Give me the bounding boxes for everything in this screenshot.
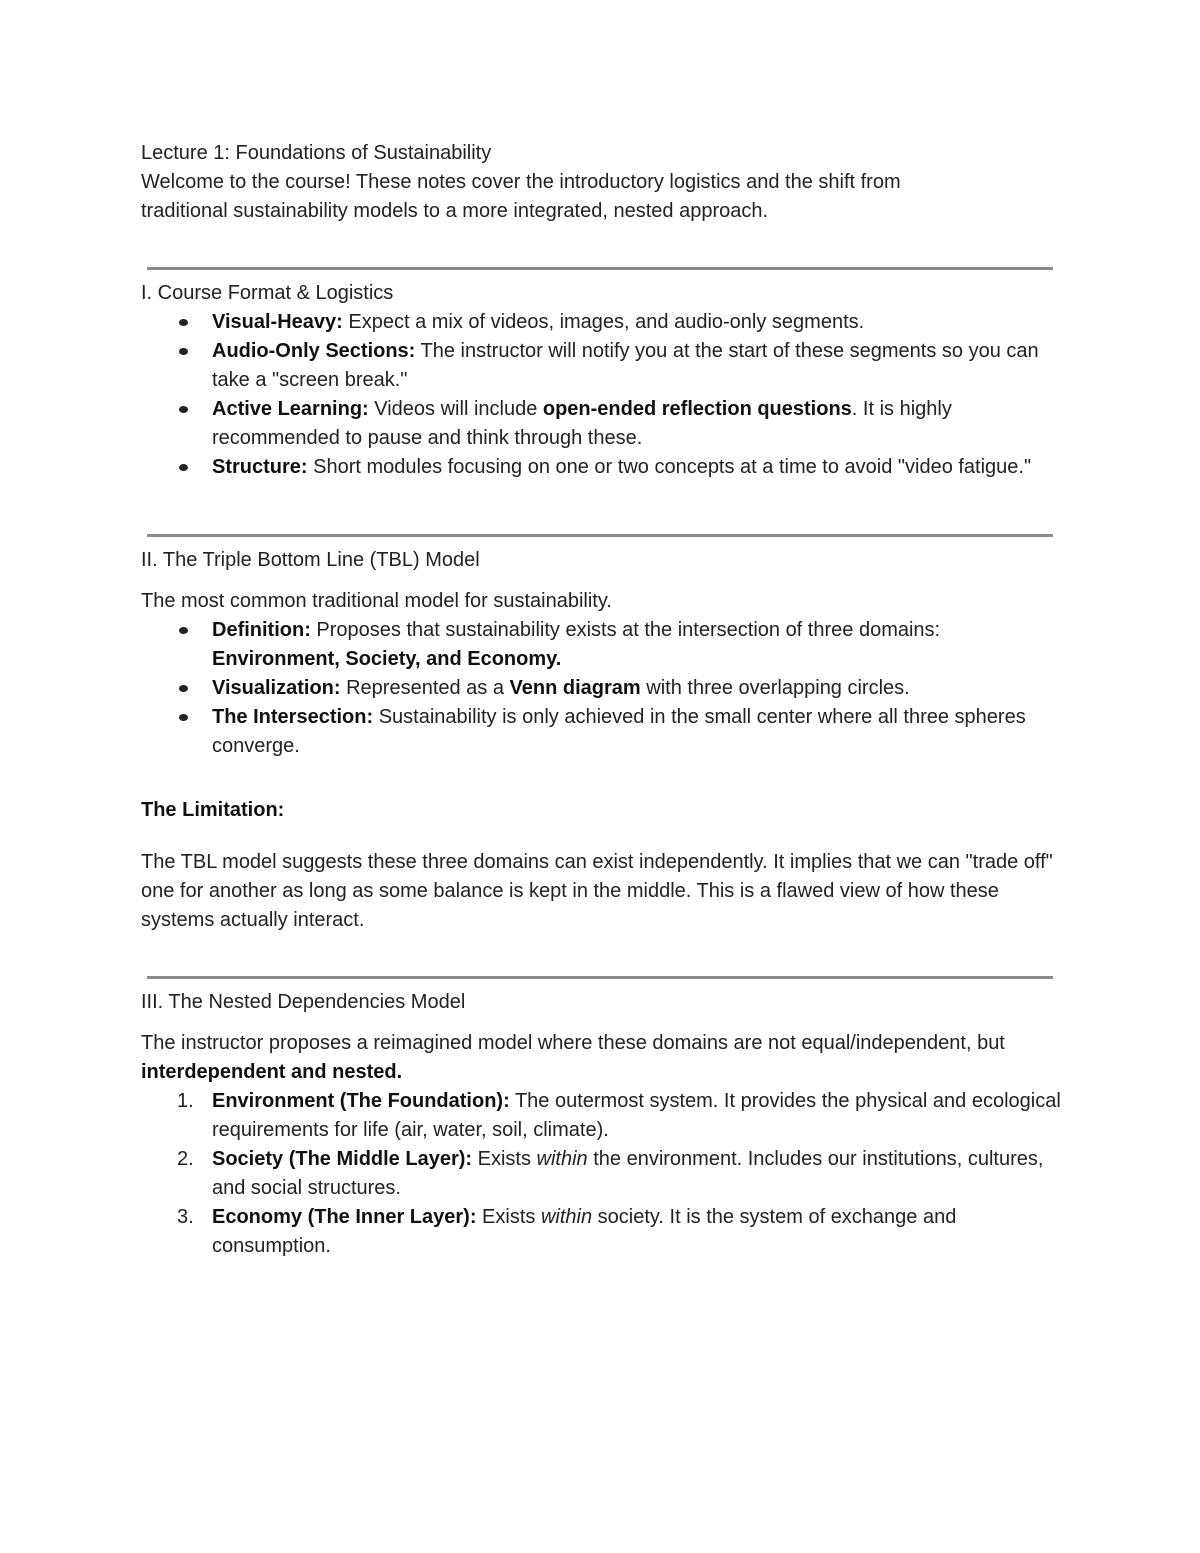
bullet-icon [179, 319, 188, 326]
item-text: Represented as a [340, 677, 510, 699]
item-text: The outermost system. It provides the physical and ecological requirements for life (air, water, soil, climate). [212, 1090, 1061, 1141]
bullet-icon [179, 627, 188, 634]
section-heading-course-format: I. Course Format & Logistics [141, 282, 394, 304]
list-item [141, 1203, 1061, 1261]
item-text-continued: with three overlapping circles. [640, 677, 910, 699]
section-subtitle [141, 1029, 1061, 1087]
limitation-paragraph: The TBL model suggests these three domains can exist independently. It implies that we can "trade off" one for another as long as some balance is kept in the middle. This is a flawed view of how these systems actually interact. [141, 851, 1053, 931]
section-subtitle: The most common traditional model for sustainability. [141, 590, 612, 612]
item-number: 1. [177, 1090, 194, 1112]
item-emphasis: Environment, Society, and Economy. [212, 648, 562, 670]
list-item [141, 703, 1061, 761]
item-italic: within [536, 1148, 588, 1170]
subtitle-emphasis: interdependent and nested. [141, 1061, 403, 1083]
item-text: Sustainability is only achieved in the small center where all three spheres converge. [212, 706, 1026, 757]
item-text: Short modules focusing on one or two concepts at a time to avoid "video fatigue." [307, 456, 1032, 478]
item-text-continued: society. It is the system of exchange and consumption. [212, 1206, 957, 1257]
intro-line-2: traditional sustainability models to a more integrated, nested approach. [141, 200, 769, 222]
bullet-icon [179, 464, 188, 471]
section-divider [147, 534, 1053, 537]
item-label: Visualization: [212, 677, 341, 699]
section-divider [147, 976, 1053, 979]
intro-line-1: Welcome to the course! These notes cover the introductory logistics and the shift from [141, 171, 901, 193]
item-number: 3. [177, 1206, 194, 1228]
item-text: Exists [472, 1148, 537, 1170]
section-heading-tbl-model: II. The Triple Bottom Line (TBL) Model [141, 549, 480, 571]
item-label: Structure: [212, 456, 308, 478]
item-number: 2. [177, 1148, 194, 1170]
course-format-list [141, 308, 1061, 482]
item-emphasis: Venn diagram [509, 677, 641, 699]
intro-paragraph [141, 168, 1061, 226]
item-label: Society (The Middle Layer): [212, 1148, 473, 1170]
bullet-icon [179, 348, 188, 355]
item-text: Videos will include [368, 398, 543, 420]
item-label: The Intersection: [212, 706, 374, 728]
bullet-icon [179, 406, 188, 413]
list-item [141, 616, 1061, 674]
item-label: Environment (The Foundation): [212, 1090, 510, 1112]
item-label: Economy (The Inner Layer): [212, 1206, 477, 1228]
list-item [141, 453, 1061, 482]
lecture-title: Lecture 1: Foundations of Sustainability [141, 142, 492, 164]
item-text: Exists [476, 1206, 541, 1228]
item-text: Expect a mix of videos, images, and audio-only segments. [342, 311, 865, 333]
item-label: Audio-Only Sections: [212, 340, 416, 362]
limitation-label: The Limitation: [141, 799, 285, 821]
subtitle-text: The instructor proposes a reimagined model where these domains are not equal/independent, but [141, 1032, 1005, 1054]
list-item [141, 395, 1061, 453]
item-emphasis: open-ended reflection questions [542, 398, 852, 420]
list-item [141, 674, 1061, 703]
bullet-icon [179, 685, 188, 692]
item-label: Active Learning: [212, 398, 369, 420]
item-text: Proposes that sustainability exists at the intersection of three domains: [310, 619, 941, 641]
list-item [141, 1145, 1061, 1203]
item-label: Visual-Heavy: [212, 311, 343, 333]
list-item [141, 337, 1061, 395]
document-page [141, 139, 1061, 1261]
tbl-model-list [141, 616, 1061, 761]
bullet-icon [179, 714, 188, 721]
item-label: Definition: [212, 619, 311, 641]
list-item [141, 308, 1061, 337]
list-item [141, 1087, 1061, 1145]
item-text: The instructor will notify you at the start of these segments so you can take a "screen break." [212, 340, 1039, 391]
item-text-continued: . It is highly recommended to pause and think through these. [212, 398, 952, 449]
item-italic: within [540, 1206, 593, 1228]
section-heading-nested-model: III. The Nested Dependencies Model [141, 991, 466, 1013]
nested-model-list [141, 1087, 1061, 1261]
section-divider [147, 267, 1053, 270]
item-text-continued: the environment. Includes our institutions, cultures, and social structures. [212, 1148, 1044, 1199]
